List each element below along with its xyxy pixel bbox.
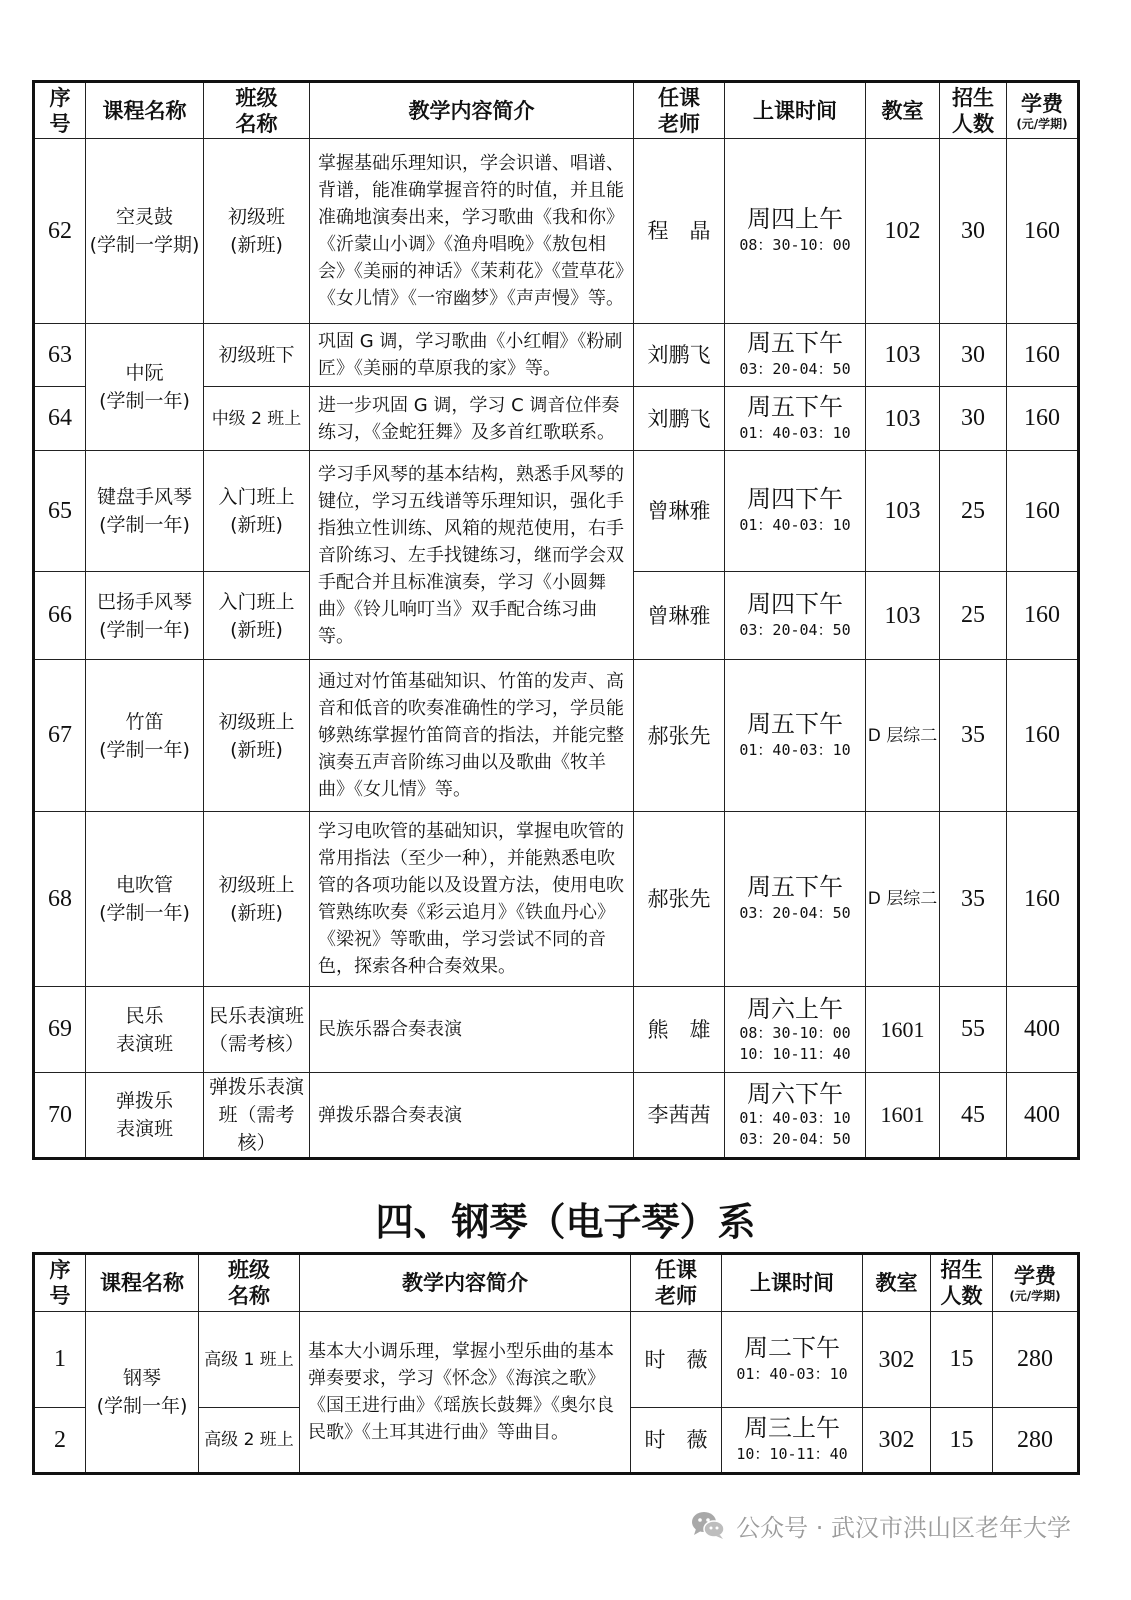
- cell-desc: 民族乐器合奏表演: [310, 987, 634, 1073]
- cell-course: 民乐 表演班: [86, 987, 204, 1073]
- header-enroll: 招生 人数: [931, 1254, 993, 1312]
- cell-enroll: 15: [931, 1408, 993, 1474]
- cell-fee: 160: [1007, 139, 1079, 324]
- table-row: [34, 139, 1079, 324]
- cell-time: 周五下午 03：20-04：50: [725, 812, 866, 987]
- cell-seq: 62: [34, 139, 86, 324]
- cell-fee: 400: [1007, 987, 1079, 1073]
- header-room: 教室: [866, 82, 940, 139]
- cell-seq: 65: [34, 451, 86, 572]
- cell-fee: 160: [1007, 660, 1079, 812]
- cell-desc: 学习手风琴的基本结构，熟悉手风琴的键位，学习五线谱等乐理知识，强化手指独立性训练、风箱的规范使用，右手音阶练习、左手找键练习，继而学会双手配合并且标准演奏，学习《小圆舞曲》《铃儿响叮当》双手配合练习曲等。: [310, 451, 634, 660]
- wechat-icon: [690, 1509, 726, 1541]
- table-row: [34, 812, 1079, 987]
- cell-room: 103: [866, 572, 940, 660]
- cell-room: 102: [866, 139, 940, 324]
- cell-room: 302: [863, 1408, 931, 1474]
- cell-class: 高级 1 班上: [199, 1312, 300, 1408]
- cell-time: 周四上午 08：30-10：00: [725, 139, 866, 324]
- header-fee: 学费 (元/学期): [993, 1254, 1079, 1312]
- cell-teacher: 时 薇: [631, 1312, 722, 1408]
- cell-teacher: 郝张先: [634, 660, 725, 812]
- cell-room: D 层综二: [866, 660, 940, 812]
- cell-room: D 层综二: [866, 812, 940, 987]
- cell-time: 周四下午 01：40-03：10: [725, 451, 866, 572]
- cell-class: 弹拨乐表演班（需考核）: [204, 1073, 310, 1159]
- header-seq: 序 号: [34, 82, 86, 139]
- header-time: 上课时间: [722, 1254, 863, 1312]
- header-desc: 教学内容简介: [300, 1254, 631, 1312]
- cell-desc: 学习电吹管的基础知识，掌握电吹管的常用指法（至少一种），并能熟悉电吹管的各项功能以及设置方法，使用电吹管熟练吹奏《彩云追月》《铁血丹心》《梁祝》等歌曲，学习尝试不同的音色，探索各种合奏效果。: [310, 812, 634, 987]
- header-desc: 教学内容简介: [310, 82, 634, 139]
- cell-time: 周二下午 01：40-03：10: [722, 1312, 863, 1408]
- cell-seq: 1: [34, 1312, 86, 1408]
- cell-room: 103: [866, 387, 940, 451]
- cell-course: 弹拨乐 表演班: [86, 1073, 204, 1159]
- cell-enroll: 45: [940, 1073, 1007, 1159]
- cell-course: 钢琴 (学制一年): [86, 1312, 199, 1474]
- cell-seq: 2: [34, 1408, 86, 1474]
- header-room: 教室: [863, 1254, 931, 1312]
- cell-class: 中级 2 班上: [204, 387, 310, 451]
- cell-course: 中阮 (学制一年): [86, 324, 204, 451]
- cell-time: 周五下午 01：40-03：10: [725, 660, 866, 812]
- cell-fee: 160: [1007, 572, 1079, 660]
- cell-seq: 64: [34, 387, 86, 451]
- table-row: [34, 451, 1079, 572]
- cell-room: 1601: [866, 987, 940, 1073]
- header-course: 课程名称: [86, 82, 204, 139]
- cell-class: 入门班上 (新班): [204, 451, 310, 572]
- cell-fee: 280: [993, 1408, 1079, 1474]
- cell-course: 竹笛 (学制一年): [86, 660, 204, 812]
- cell-teacher: 时 薇: [631, 1408, 722, 1474]
- cell-class: 入门班上 (新班): [204, 572, 310, 660]
- cell-enroll: 30: [940, 139, 1007, 324]
- cell-course: 空灵鼓 (学制一学期): [86, 139, 204, 324]
- header-course: 课程名称: [86, 1254, 199, 1312]
- cell-teacher: 李茜茜: [634, 1073, 725, 1159]
- table-row: [34, 1312, 1079, 1408]
- table-row: [34, 660, 1079, 812]
- cell-fee: 280: [993, 1312, 1079, 1408]
- cell-teacher: 曾琳雅: [634, 572, 725, 660]
- cell-class: 高级 2 班上: [199, 1408, 300, 1474]
- cell-desc: 基本大小调乐理，掌握小型乐曲的基本弹奏要求，学习《怀念》《海滨之歌》《国王进行曲》《瑶族长鼓舞》《奥尔良民歌》《土耳其进行曲》等曲目。: [300, 1312, 631, 1474]
- header-teacher: 任课 老师: [634, 82, 725, 139]
- cell-teacher: 刘鹏飞: [634, 387, 725, 451]
- cell-desc: 巩固 G 调，学习歌曲《小红帽》《粉刷匠》《美丽的草原我的家》等。: [310, 324, 634, 387]
- cell-course: 电吹管 (学制一年): [86, 812, 204, 987]
- cell-enroll: 25: [940, 451, 1007, 572]
- watermark-text: 公众号 · 武汉市洪山区老年大学: [736, 1513, 1071, 1542]
- course-table-piano: [32, 1252, 1080, 1475]
- cell-time: 周六下午 01：40-03：10 03：20-04：50: [725, 1073, 866, 1159]
- cell-class: 初级班上 (新班): [204, 812, 310, 987]
- header-teacher: 任课 老师: [631, 1254, 722, 1312]
- header-time: 上课时间: [725, 82, 866, 139]
- cell-enroll: 55: [940, 987, 1007, 1073]
- table-row: [34, 987, 1079, 1073]
- cell-seq: 67: [34, 660, 86, 812]
- cell-enroll: 35: [940, 812, 1007, 987]
- table-row: [34, 324, 1079, 387]
- cell-fee: 160: [1007, 451, 1079, 572]
- cell-time: 周五下午 01：40-03：10: [725, 387, 866, 451]
- cell-course: 键盘手风琴 (学制一年): [86, 451, 204, 572]
- cell-time: 周四下午 03：20-04：50: [725, 572, 866, 660]
- cell-class: 民乐表演班（需考核）: [204, 987, 310, 1073]
- header-enroll: 招生 人数: [940, 82, 1007, 139]
- header-seq: 序 号: [34, 1254, 86, 1312]
- cell-fee: 160: [1007, 812, 1079, 987]
- cell-enroll: 30: [940, 324, 1007, 387]
- cell-seq: 63: [34, 324, 86, 387]
- cell-time: 周五下午 03：20-04：50: [725, 324, 866, 387]
- cell-enroll: 25: [940, 572, 1007, 660]
- cell-room: 103: [866, 324, 940, 387]
- cell-seq: 69: [34, 987, 86, 1073]
- table-header-row: [34, 82, 1079, 139]
- cell-teacher: 程 晶: [634, 139, 725, 324]
- cell-class: 初级班下: [204, 324, 310, 387]
- cell-time: 周六上午 08：30-10：00 10：10-11：40: [725, 987, 866, 1073]
- cell-enroll: 35: [940, 660, 1007, 812]
- cell-seq: 68: [34, 812, 86, 987]
- cell-desc: 掌握基础乐理知识，学会识谱、唱谱、背谱，能准确掌握音符的时值，并且能准确地演奏出来，学习歌曲《我和你》《沂蒙山小调》《渔舟唱晚》《敖包相会》《美丽的神话》《茉莉花》《萱草花》《女儿情》《一帘幽梦》《声声慢》等。: [310, 139, 634, 324]
- cell-seq: 70: [34, 1073, 86, 1159]
- cell-fee: 160: [1007, 324, 1079, 387]
- cell-desc: 进一步巩固 G 调，学习 C 调音位伴奏练习，《金蛇狂舞》及多首红歌联系。: [310, 387, 634, 451]
- header-class: 班级 名称: [199, 1254, 300, 1312]
- header-class: 班级 名称: [204, 82, 310, 139]
- cell-fee: 400: [1007, 1073, 1079, 1159]
- cell-seq: 66: [34, 572, 86, 660]
- cell-teacher: 刘鹏飞: [634, 324, 725, 387]
- header-fee: 学费 (元/学期): [1007, 82, 1079, 139]
- table-header-row: [34, 1254, 1079, 1312]
- watermark: [690, 1507, 1071, 1543]
- cell-time: 周三上午 10：10-11：40: [722, 1408, 863, 1474]
- cell-teacher: 曾琳雅: [634, 451, 725, 572]
- cell-teacher: 郝张先: [634, 812, 725, 987]
- cell-enroll: 30: [940, 387, 1007, 451]
- table-row: [34, 1073, 1079, 1159]
- cell-room: 1601: [866, 1073, 940, 1159]
- cell-room: 302: [863, 1312, 931, 1408]
- cell-course: 巴扬手风琴 (学制一年): [86, 572, 204, 660]
- cell-desc: 弹拨乐器合奏表演: [310, 1073, 634, 1159]
- cell-teacher: 熊 雄: [634, 987, 725, 1073]
- cell-desc: 通过对竹笛基础知识、竹笛的发声、高音和低音的吹奏准确性的学习，学员能够熟练掌握竹笛筒音的指法，并能完整演奏五声音阶练习曲以及歌曲《牧羊曲》《女儿情》等。: [310, 660, 634, 812]
- cell-class: 初级班 (新班): [204, 139, 310, 324]
- cell-room: 103: [866, 451, 940, 572]
- section-title: 四、钢琴（电子琴）系: [375, 1199, 756, 1244]
- cell-enroll: 15: [931, 1312, 993, 1408]
- cell-class: 初级班上 (新班): [204, 660, 310, 812]
- cell-fee: 160: [1007, 387, 1079, 451]
- course-table-music: [32, 80, 1080, 1160]
